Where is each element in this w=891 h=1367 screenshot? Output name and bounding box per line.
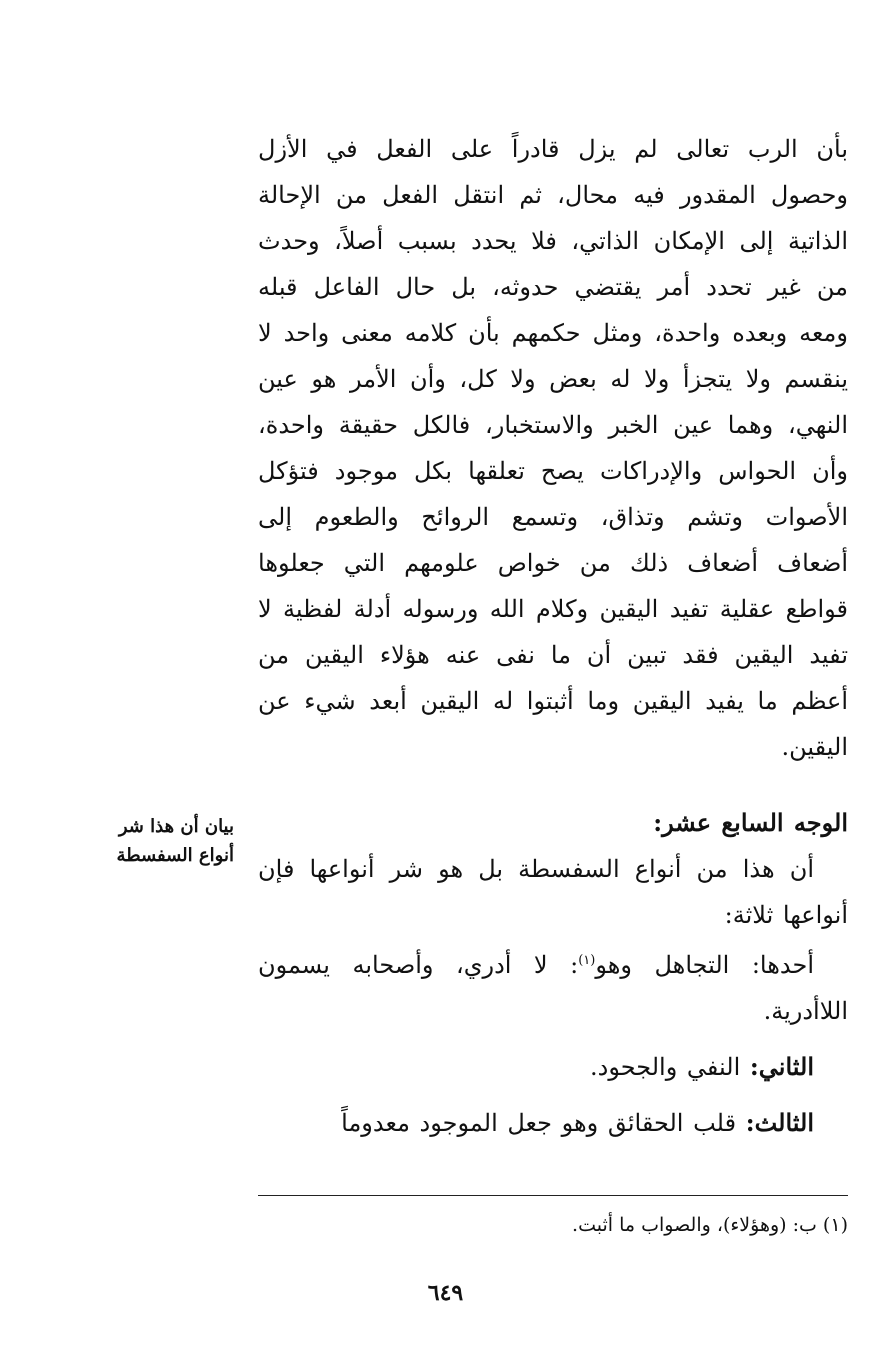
footnote-divider: [258, 1195, 848, 1196]
page-number: ٦٤٩: [427, 1280, 464, 1306]
third-type-label: الثالث:: [745, 1108, 814, 1137]
body-text: [258, 126, 848, 770]
margin-note: بيان أن هذا شر أنواع السفسطة: [116, 816, 234, 866]
section-heading: الوجه السابع عشر:: [653, 808, 848, 837]
third-type-text: قلب الحقائق وهو جعل الموجود معدوماً: [341, 1109, 746, 1137]
second-type-text: النفي والجحود.: [590, 1053, 750, 1081]
body-paragraph: بأن الرب تعالى لم يزل قادراً على الفعل في الأزل وحصول المقدور فيه محال، ثم انتقل الفعل من الإحالة الذاتية إلى الإمكان الذاتي، فلا يحدد بسبب أصلاً، وحدث من غير تحدد أمر يقتضي حدوثه، بل حال الفاعل قبله ومعه وبعده واحدة، ومثل حكمهم بأن كلامه معنى واحد لا ينقسم ولا يتجزأ ولا له بعض ولا كل، وأن الأمر هو عين النهي، وهما عين الخبر والاستخبار، فالكل حقيقة واحدة، وأن الحواس والإدراكات يصح تعلقها بكل موجود فتؤكل الأصوات وتشم وتذاق، وتسمع الروائح والطعوم إلى أضعاف أضعاف ذلك من خواص علومهم التي جعلوها قواطع عقلية تفيد اليقين وكلام الله ورسوله أدلة لفظية لا تفيد اليقين فقد تبين أن ما نفى عنه هؤلاء اليقين من أعظم ما يفيد اليقين وما أثبتوا له اليقين أبعد شيء عن اليقين.: [258, 135, 848, 761]
second-type-label: الثاني:: [749, 1052, 814, 1081]
sophistry-type-first: [258, 938, 848, 1034]
section-seventeen: [258, 800, 848, 1146]
footnote: (١) ب: (وهؤلاء)، والصواب ما أثبت.: [572, 1214, 848, 1236]
footnote-reference: (١): [578, 953, 596, 968]
sophistry-type-third: [258, 1100, 848, 1146]
first-type-text: أحدها: التجاهل وهو: [595, 951, 814, 979]
first-type-text-rest: : لا أدري، وأصحابه يسمون اللاأدرية.: [258, 951, 848, 1025]
section-intro: أن هذا من أنواع السفسطة بل هو شر أنواعها فإن أنواعها ثلاثة:: [258, 855, 848, 929]
sophistry-type-second: [258, 1044, 848, 1090]
